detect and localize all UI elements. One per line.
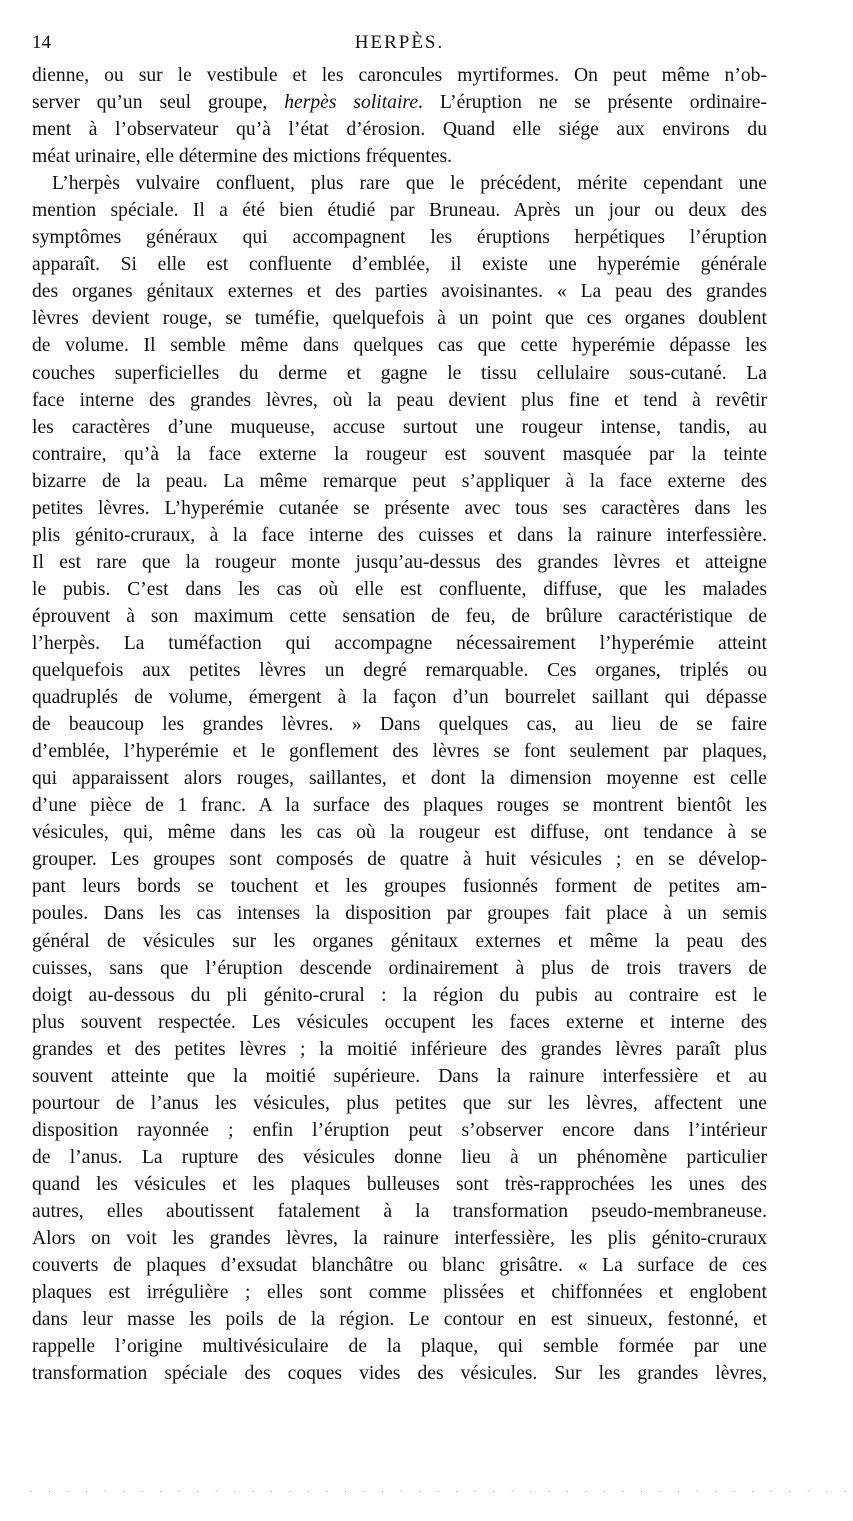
text-line: poules. Dans les cas intenses la disposition par groupes fait place à un semis (32, 903, 767, 925)
text-line: plis génito-cruraux, à la face interne des cuisses et dans la rainure interfessière. (32, 524, 767, 546)
text-line: ment à l’observateur qu’à l’état d’érosion. Quand elle siége aux environs du (32, 119, 767, 141)
text-line: quadruplés de volume, émergent à la façon d’un bourrelet saillant qui dépasse (32, 687, 767, 709)
text-line: qui apparaissent alors rouges, saillantes, et dont la dimension moyenne est celle (32, 768, 767, 790)
body-text (32, 62, 767, 1387)
page-number: 14 (32, 32, 51, 53)
text-line: petites lèvres. L’hyperémie cutanée se présente avec tous ses caractères dans les (32, 497, 767, 519)
text-line: autres, elles aboutissent fatalement à la transformation pseudo-membraneuse. (32, 1200, 767, 1222)
text-line: pourtour de l’anus les vésicules, plus petites que sur les lèvres, affectent une (32, 1092, 767, 1114)
text-line: d’une pièce de 1 franc. A la surface des plaques rouges se montrent bientôt les (32, 795, 767, 817)
text-line: vésicules, qui, même dans les cas où la rougeur est diffuse, ont tendance à se (32, 822, 767, 844)
text-line: quelquefois aux petites lèvres un degré remarquable. Ces organes, triplés ou (32, 660, 767, 682)
text-line: pant leurs bords se touchent et les groupes fusionnés forment de petites am- (32, 876, 767, 898)
text-line: d’emblée, l’hyperémie et le gonflement des lèvres se font seulement par plaques, (32, 741, 767, 763)
bleed-through-marks: . . . . . . . . . . . . . . . . . . . . . . . . . . . . . . . . . . . . . . . . . . . . . (30, 1484, 853, 1494)
text-line: lèvres devient rouge, se tuméfie, quelquefois à un point que ces organes doublent (32, 308, 767, 330)
text-line: méat urinaire, elle détermine des mictions fréquentes. (32, 146, 453, 168)
text-line: Il est rare que la rougeur monte jusqu’au-dessus des grandes lèvres et atteigne (32, 551, 767, 573)
text-line: quand les vésicules et les plaques bulleuses sont très-rapprochées les unes des (32, 1173, 767, 1195)
paragraph-start-line: L’herpès vulvaire confluent, plus rare que le précédent, mérite cependant une (52, 173, 767, 195)
text-line: Alors on voit les grandes lèvres, la rainure interfessière, les plis génito-cruraux (32, 1228, 767, 1250)
text-line (32, 89, 767, 116)
text-line: symptômes généraux qui accompagnent les éruptions herpétiques l’éruption (32, 227, 767, 249)
text-line: souvent atteinte que la moitié supérieure. Dans la rainure interfessière et au (32, 1065, 767, 1087)
text-line: apparaît. Si elle est confluente d’emblée, il existe une hyperémie générale (32, 254, 767, 276)
text-line: bizarre de la peau. La même remarque peut s’appliquer à la face externe des (32, 470, 767, 492)
text-run: server qu’un seul groupe, (32, 92, 285, 114)
text-run: . L’éruption ne se présente ordinaire- (418, 92, 767, 114)
text-line: les caractères d’une muqueuse, accuse surtout une rougeur intense, tandis, au (32, 416, 767, 438)
text-line: des organes génitaux externes et des parties avoisinantes. « La peau des grandes (32, 281, 767, 303)
page-header (32, 32, 767, 58)
text-line: disposition rayonnée ; enfin l’éruption peut s’observer encore dans l’intérieur (32, 1119, 767, 1141)
text-line: général de vésicules sur les organes génitaux externes et même la peau des (32, 930, 767, 952)
text-line: mention spéciale. Il a été bien étudié par Bruneau. Après un jour ou deux des (32, 200, 767, 222)
text-line: de l’anus. La rupture des vésicules donne lieu à un phénomène particulier (32, 1146, 767, 1168)
text-line: de beaucoup les grandes lèvres. » Dans quelques cas, au lieu de se faire (32, 714, 767, 736)
text-line: grouper. Les groupes sont composés de quatre à huit vésicules ; en se dévelop- (32, 849, 767, 871)
text-line: face interne des grandes lèvres, où la peau devient plus fine et tend à revêtir (32, 389, 767, 411)
text-line: de volume. Il semble même dans quelques cas que cette hyperémie dépasse les (32, 335, 767, 357)
text-line: plaques est irrégulière ; elles sont comme plissées et chiffonnées et englobent (32, 1282, 767, 1304)
text-line: cuisses, sans que l’éruption descende ordinairement à plus de trois travers de (32, 957, 767, 979)
text-line: dienne, ou sur le vestibule et les caroncules myrtiformes. On peut même n’ob- (32, 65, 767, 86)
text-line: éprouvent à son maximum cette sensation de feu, de brûlure caractéristique de (32, 605, 767, 627)
text-line: transformation spéciale des coques vides des vésicules. Sur les grandes lèvres, (32, 1363, 767, 1385)
text-line: rappelle l’origine multivésiculaire de la plaque, qui semble formée par une (32, 1336, 767, 1358)
text-line: dans leur masse les poils de la région. Le contour en est sinueux, festonné, et (32, 1309, 767, 1331)
text-line: doigt au-dessous du pli génito-crural : la région du pubis au contraire est le (32, 984, 767, 1006)
text-line: grandes et des petites lèvres ; la moitié inférieure des grandes lèvres paraît plus (32, 1038, 767, 1060)
text-line: l’herpès. La tuméfaction qui accompagne nécessairement l’hyperémie atteint (32, 632, 767, 654)
italic-term: herpès solitaire (284, 92, 419, 114)
text-line: couches superficielles du derme et gagne le tissu cellulaire sous-cutané. La (32, 362, 767, 384)
text-line: le pubis. C’est dans les cas où elle est confluente, diffuse, que les malades (32, 578, 767, 600)
running-title: HERPÈS. (354, 32, 445, 53)
text-line: contraire, qu’à la face externe la rougeur est souvent masquée par la teinte (32, 443, 767, 465)
text-line: couverts de plaques d’exsudat blanchâtre ou blanc grisâtre. « La surface de ces (32, 1255, 767, 1277)
text-line: plus souvent respectée. Les vésicules occupent les faces externe et interne des (32, 1011, 767, 1033)
